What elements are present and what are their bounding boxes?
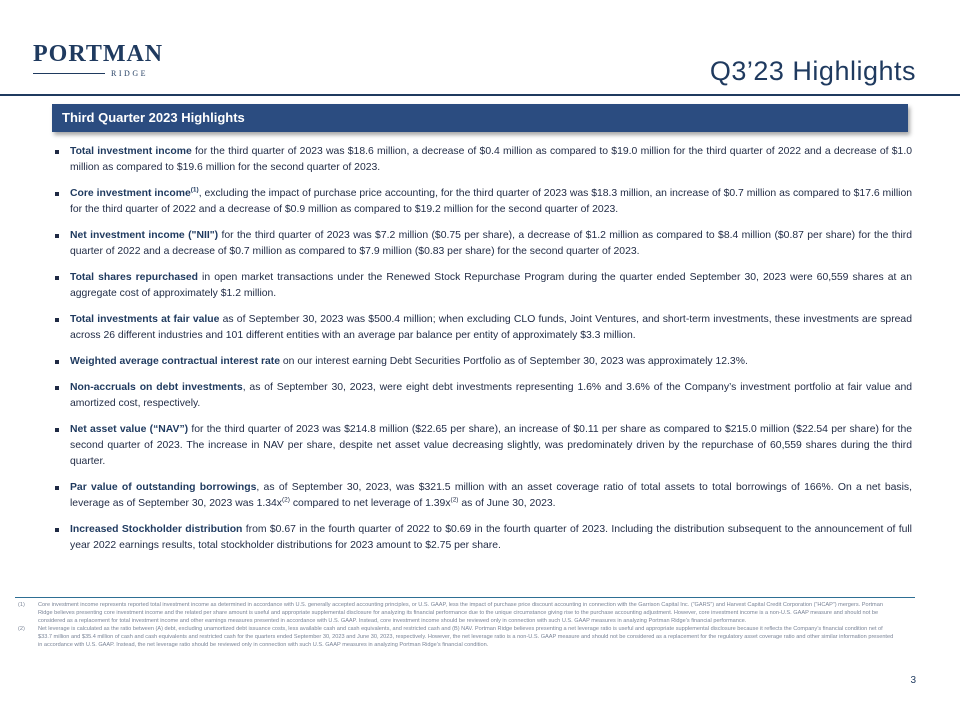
bullet-text: on our interest earning Debt Securities Portfolio as of September 30, 2023 was approximately 12.3%. (280, 356, 748, 367)
bullet-lead (70, 188, 199, 199)
bullet-lead: Weighted average contractual interest rate (70, 356, 280, 367)
bullet-lead: Total investments at fair value (70, 314, 220, 325)
list-item (52, 228, 912, 260)
bullet-square-icon (55, 276, 59, 280)
bullet-square-icon (55, 428, 59, 432)
portman-ridge-logo (33, 41, 164, 78)
bullet-lead: Net asset value (“NAV”) (70, 423, 189, 435)
footnotes (18, 602, 898, 651)
bullet-lead-text: Core investment income (70, 188, 191, 199)
footnote-ref: (1) (190, 186, 199, 194)
bullet-lead: Net investment income ("NII") (70, 230, 219, 241)
bullet-square-icon (55, 360, 59, 364)
footnote-number: (2) (18, 626, 25, 633)
bullet-text: in open market transactions under the Renewed Stock Repurchase Program during the quarter ended September 30, 2023 were 60,559 shares at an aggregate cost of approximately $1.2 million. (70, 272, 912, 300)
logo-wordmark: PORTMAN (33, 41, 164, 67)
list-item (52, 312, 912, 344)
highlights-list (52, 144, 912, 564)
bullet-text: , excluding the impact of purchase price accounting, for the third quarter of 2023 was $18.3 million, an increase of $0.7 million as compared to $17.6 million for the third quarter of 2022 and a decrease of $0.9 million as compared to $19.2 million for the second quarter of 2023. (70, 188, 913, 216)
bullet-lead: Increased Stockholder distribution (70, 524, 243, 535)
list-item (52, 380, 912, 412)
header-divider (0, 94, 960, 96)
bullet-text: for the third quarter of 2023 was $7.2 million ($0.75 per share), a decrease of $1.2 million as compared to $8.4 million ($0.87 per share) for the third quarter of 2022 and a decrease of $0.7 million as compared to $7.9 million ($0.83 per share) for the second quarter of 2023. (70, 230, 913, 258)
logo-subline (33, 69, 148, 78)
bullet-lead: Par value of outstanding borrowings (70, 482, 257, 493)
logo-divider (33, 73, 105, 74)
bullet-lead: Total investment income (70, 146, 192, 157)
bullet-text: from $0.67 in the fourth quarter of 2022 to $0.69 in the fourth quarter of 2023. Including the distribution subsequent to the announcement of full year 2022 earnings results, total stockholder distributions for 2023 amount to $2.75 per share. (70, 524, 912, 552)
footnote-text: Core investment income represents reported total investment income as determined in accordance with U.S. generally accepted accounting principles, or U.S. GAAP, less the impact of purchase price discount accounting in connection with the Garrison Capital Inc. (“GARS”) and Harvest Capital Credit Corporation (“HCAP”) mergers. Portman Ridge believes presenting core investment income and the related per share amount is useful and appropriate supplemental disclosure for analyzing its financial performance due to the unique circumstance giving rise to the purchase accounting adjustment. However, core investment income is a non-U.S. GAAP measure and should not be considered as a replacement for total investment income and other earnings measures presented in accordance with U.S. GAAP. Instead, core investment income should be reviewed only in connection with such U.S. GAAP measures in analyzing Portman Ridge’s financial performance. (38, 602, 883, 624)
list-item (52, 480, 912, 512)
footnote-text: Net leverage is calculated as the ratio between (A) debt, excluding unamortized debt issuance costs, less available cash and cash equivalents, and restricted cash and (B) NAV. Portman Ridge believes presenting a net leverage ratio is useful and appropriate supplemental disclosure because it reflects the Company’s financial condition net of $33.7 million and $35.4 million of cash and cash equivalents and restricted cash for the quarters ended September 30, 2023 and June 30, 2023, respectively. However, the net leverage ratio is a non-U.S. GAAP measure and should not be considered as a replacement for the regulatory asset coverage ratio and other similar information presented in accordance with U.S. GAAP. Instead, the net leverage ratio should be reviewed only in connection with such U.S. GAAP measures in analyzing Portman Ridge’s financial condition. (38, 626, 894, 648)
footnote (18, 602, 898, 625)
bullet-lead: Non-accruals on debt investments (70, 381, 243, 393)
logo-subtext: RIDGE (111, 69, 148, 78)
list-item (52, 354, 912, 370)
footnote-number: (1) (18, 602, 25, 608)
bullet-text: as of September 30, 2023 was $500.4 million; when excluding CLO funds, Joint Ventures, and short-term investments, these investments are spread across 26 different industries and 101 different entities with an average par balance per entity of approximately $3.3 million. (70, 314, 912, 342)
bullet-square-icon (55, 192, 59, 196)
list-item (52, 422, 912, 471)
bullet-square-icon (55, 486, 59, 490)
bullet-square-icon (55, 234, 59, 238)
bullet-square-icon (55, 528, 59, 532)
page-title: Q3’23 Highlights (709, 56, 916, 86)
list-item (52, 270, 912, 302)
footnote-divider (15, 597, 915, 598)
bullet-square-icon (55, 150, 59, 154)
page-number: 3 (910, 675, 916, 686)
bullet-text: for the third quarter of 2023 was $18.6 million, a decrease of $0.4 million as compared to $19.0 million for the third quarter of 2022 and a decrease of $1.0 million as compared to $19.6 million for the second quarter of 2023. (70, 146, 913, 174)
bullet-text: for the third quarter of 2023 was $214.8 million ($22.65 per share), an increase of $0.11 per share as compared to $215.0 million ($22.54 per share) for the second quarter of 2023. The increase in NAV per share, despite net asset value decreasing slightly, was predominately driven by the repurchase of 60,559 shares during the third quarter. (70, 423, 912, 468)
section-header: Third Quarter 2023 Highlights (52, 104, 908, 132)
footnote (18, 626, 898, 649)
bullet-lead: Total shares repurchased (70, 272, 199, 283)
bullet-text: compared to net leverage of 1.39x (289, 498, 451, 510)
bullet-text: , as of September 30, 2023, were eight debt investments representing 1.6% and 3.6% of the Company’s investment portfolio at fair value and amortized cost, respectively. (70, 381, 912, 409)
list-item (52, 186, 912, 218)
list-item (52, 144, 912, 176)
bullet-text: as of June 30, 2023. (458, 498, 556, 510)
footnote-ref: (2) (282, 496, 290, 504)
footnote-ref: (2) (450, 496, 459, 504)
bullet-square-icon (55, 318, 59, 322)
bullet-text: , as of September 30, 2023, was $321.5 million with an asset coverage ratio of total assets to total borrowings of 166%. On a net basis, leverage as of September 30, 2023 was 1.34x (70, 482, 913, 510)
bullet-square-icon (55, 386, 59, 390)
list-item (52, 522, 912, 554)
